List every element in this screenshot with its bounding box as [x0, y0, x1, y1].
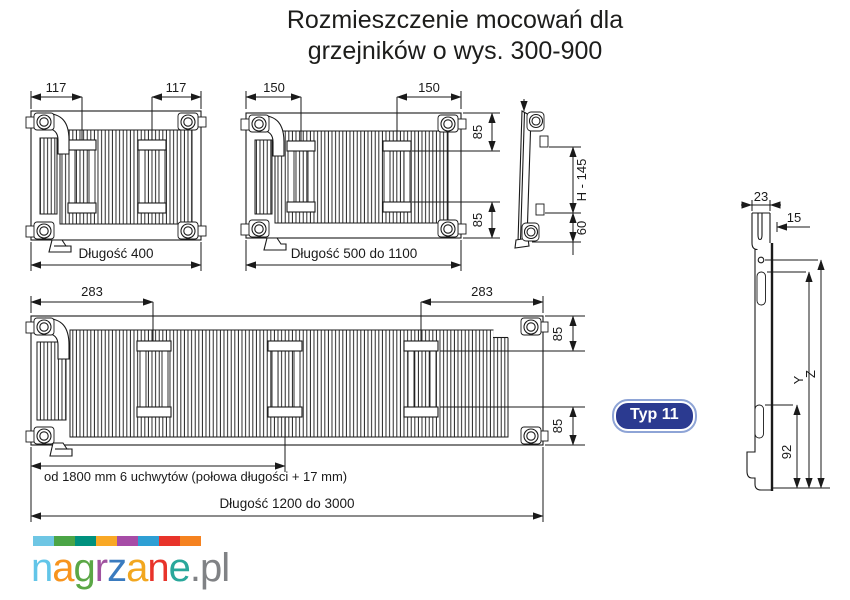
radiator-500-1100-front-view: [241, 80, 500, 271]
page-title: [235, 5, 675, 67]
dim-label: 92: [779, 444, 794, 460]
logo-letter: n: [147, 546, 169, 590]
stripe-segment: [159, 536, 180, 546]
dim-label: Z: [803, 370, 818, 378]
keyhole-slot: [757, 272, 766, 305]
dim-label: Y: [791, 375, 806, 385]
bracket-tab: [540, 136, 548, 147]
stripe-segment: [180, 536, 201, 546]
radiator-400-front-view: [26, 80, 206, 271]
drain-valve: [264, 238, 286, 250]
title-line-1: Rozmieszczenie mocowań dla: [286, 6, 624, 34]
dim-label: 60: [574, 220, 589, 236]
wall-bracket-profile: [741, 189, 830, 491]
dim-label: 150: [263, 80, 285, 95]
logo-letter: .pl: [189, 546, 230, 590]
dim-label: 117: [45, 80, 67, 95]
stripe-segment: [96, 536, 117, 546]
length-label: Długość 400: [78, 246, 154, 261]
dimension-lines-bracket: [741, 189, 830, 488]
radiator-1200-3000-front-view: [26, 284, 585, 522]
dim-label: 85: [470, 124, 485, 140]
bracket-note: od 1800 mm 6 uchwytów (połowa długości + 17 mm): [44, 469, 348, 484]
dim-label: 85: [550, 326, 565, 342]
type-badge: [612, 399, 697, 433]
stripe-segment: [138, 536, 159, 546]
dim-label: 150: [418, 80, 440, 95]
stripe-segment: [75, 536, 96, 546]
dim-label: 15: [786, 210, 802, 225]
logo-letter: n: [31, 546, 53, 590]
dimension-lines-side: [532, 147, 589, 255]
stripe-segment: [33, 536, 54, 546]
type-badge-label: Typ 11: [616, 403, 693, 429]
nagrzane-logo: [31, 536, 229, 589]
dim-label: 85: [470, 212, 485, 228]
radiator-side-view: [515, 99, 589, 255]
screw-hole: [758, 257, 764, 263]
dim-label: 283: [81, 284, 103, 299]
dim-label: 283: [471, 284, 493, 299]
stripe-segment: [54, 536, 75, 546]
keyhole-slot: [755, 405, 764, 438]
logo-letter: a: [126, 546, 148, 590]
logo-letter: e: [168, 546, 190, 590]
bracket-tab: [536, 204, 544, 215]
logo-letter: r: [94, 546, 108, 590]
dim-label: 23: [753, 189, 769, 204]
hook-slot: [758, 213, 762, 240]
length-label: Długość 1200 do 3000: [219, 496, 355, 511]
logo-letter: g: [73, 546, 95, 590]
dim-label: H - 145: [574, 158, 589, 202]
logo-letters: [31, 547, 229, 589]
dim-label: 85: [550, 418, 565, 434]
logo-letter: z: [107, 546, 127, 590]
title-line-2: grzejników o wys. 300-900: [307, 37, 603, 65]
dim-label: 117: [165, 80, 187, 95]
logo-color-stripe: [33, 536, 201, 546]
length-label: Długość 500 do 1100: [290, 246, 418, 261]
stripe-segment: [117, 536, 138, 546]
logo-letter: a: [52, 546, 74, 590]
